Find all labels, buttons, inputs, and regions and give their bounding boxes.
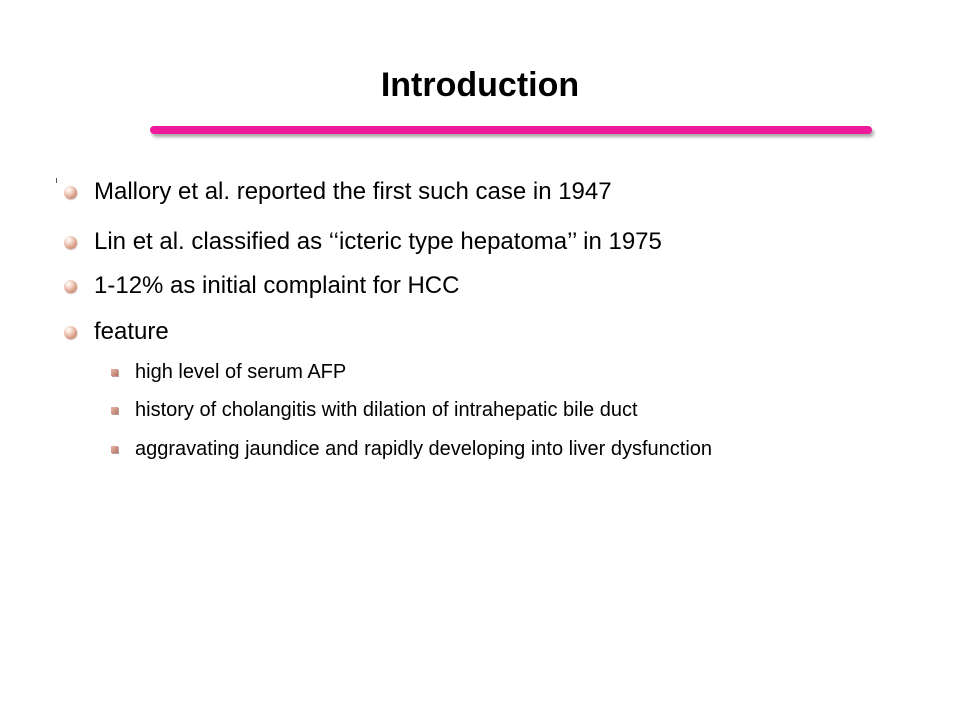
square-bullet-icon <box>111 446 118 453</box>
bullet-item <box>64 177 612 207</box>
sub-bullet-text: high level of serum AFP <box>135 361 347 383</box>
sub-bullet-text: history of cholangitis with dilation of intrahepatic bile duct <box>135 399 638 421</box>
orb-bullet-icon <box>64 326 77 339</box>
bullet-text: Lin et al. classified as ‘‘icteric type hepatoma’’ in 1975 <box>94 228 662 255</box>
square-bullet-icon <box>111 407 118 414</box>
title-underline <box>150 126 872 134</box>
square-bullet-icon <box>111 369 118 376</box>
bullet-item <box>64 271 459 301</box>
sub-bullet-item <box>111 397 815 424</box>
stray-tick-mark <box>56 178 57 183</box>
orb-bullet-icon <box>64 236 77 249</box>
bullet-text: feature <box>94 318 169 345</box>
bullet-item <box>64 317 169 347</box>
sub-bullet-item <box>111 436 815 463</box>
orb-bullet-icon <box>64 186 77 199</box>
sub-bullet-text: aggravating jaundice and rapidly developing into liver dysfunction <box>135 438 713 460</box>
slide-title: Introduction <box>380 66 580 104</box>
bullet-item <box>64 227 662 257</box>
sub-bullet-item <box>111 359 815 386</box>
bullet-text: 1-12% as initial complaint for HCC <box>94 272 460 299</box>
orb-bullet-icon <box>64 280 77 293</box>
bullet-text: Mallory et al. reported the first such case in 1947 <box>94 178 612 205</box>
